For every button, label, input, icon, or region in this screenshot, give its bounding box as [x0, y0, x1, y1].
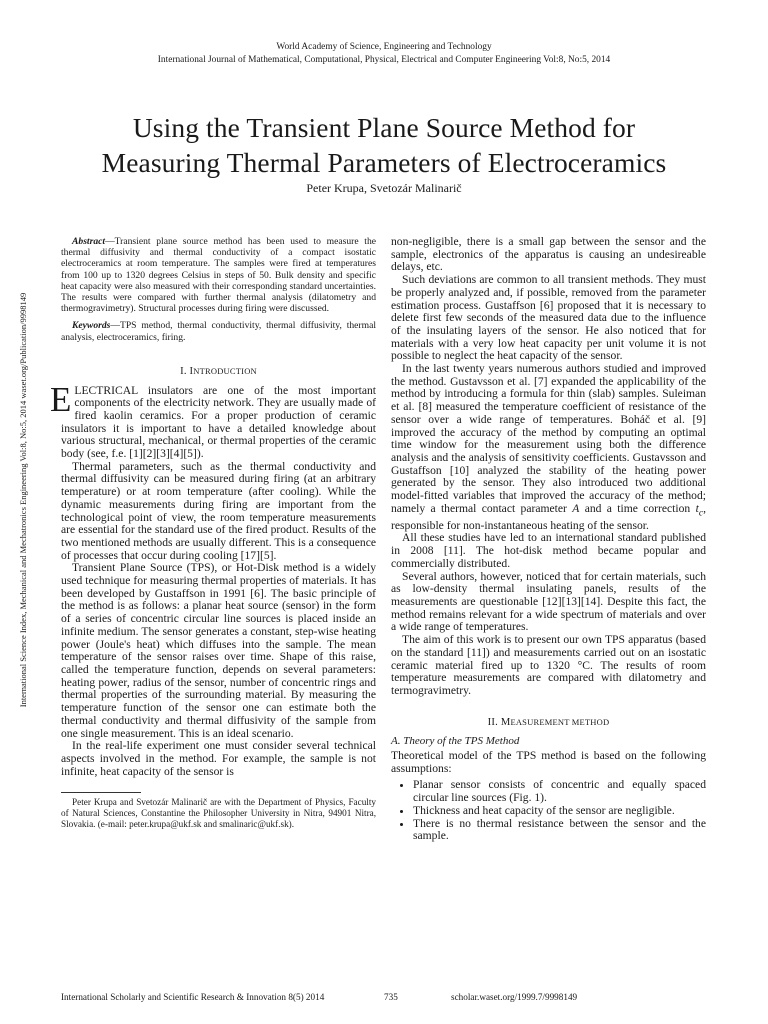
right-paragraph-4: All these studies have led to an international standard published in 2008 [11]. The hot-disk method became popular and commercially distributed. — [391, 531, 706, 570]
section-heading-rest: NTRODUCTION — [193, 365, 257, 376]
keywords-label: Keywords — [72, 320, 111, 332]
intro-paragraph-2: Thermal parameters, such as the thermal conductivity and thermal diffusivity can be measured during firing (at an arbitrary temperature) or at room temperature (after cooling). While the dynamic measurements during firing are important from the technological point of view, the room temperature measurements are essential for the standard use of the fired product. Results of the two mentioned methods are usually different. This is a consequence of processes that occur during cooling [17][5]. — [61, 459, 376, 562]
assumption-list — [391, 779, 706, 843]
intro-paragraph-4: In the real-life experiment one must consider several technical aspects involved in the method. For example, the sample is not infinite, heat capacity of the sensor is — [61, 739, 376, 778]
right-paragraph-5: Several authors, however, noticed that for certain materials, such as low-density thermal insulating panels, results of the measurements are questionable [12][13][14]. Despite this fact, the method remains relevant for a wide spectrum of materials and over a wide range of temperatures. — [391, 569, 706, 634]
section-heading-cap: M — [500, 716, 511, 728]
left-column — [50, 236, 376, 830]
paper-title — [40, 110, 728, 180]
keywords-text: —TPS method, thermal conductivity, thermal diffusivity, thermal analysis, electroceramics, firing. — [61, 320, 376, 343]
footnote-rule — [61, 792, 141, 793]
subsection-heading: A. Theory of the TPS Method — [391, 735, 520, 748]
footnote-text: Peter Krupa and Svetozár Malinarič are with the Department of Physics, Faculty of Natural Sciences, Constantine the Philosopher University in Nitra, 94901 Nitra, Slovakia. (e-mail: peter.krupa@ukf.sk and smalinaric@ukf.sk). — [61, 797, 376, 829]
right-paragraph-3-text: In the last twenty years numerous authors studied and improved the method. Gustavsson et al. [7] expanded the applicability of the method by introducing a formula for thin (slab) samples. Suleiman et al. [8] measured the temperature coefficient of resistance of the sensor over a wide range of temperatures. Boháč et al. [9] improved the accuracy of the method by computing an optimal time window for the measurement using both the difference analysis and the analysis of sensitivity coefficients. Gustavsson and Gustaffson [10] analyzed the stability of the heating power generated by the sensor. They also introduced two additional model-fitted variables that improved the accuracy of the method; namely a thermal contact parameter — [391, 362, 706, 515]
drop-cap: E — [50, 379, 72, 419]
section-heading-rest: EASUREMENT METHOD — [510, 716, 610, 727]
journal-name-header: International Journal of Mathematical, Computational, Physical, Electrical and Computer Engineering Vol:8, No:5, 2014 — [157, 55, 611, 65]
title-line-1: Using the Transient Plane Source Method for — [132, 112, 636, 143]
footer-publisher: International Scholarly and Scientific Research & Innovation 8(5) 2014 — [61, 992, 325, 1002]
title-line-2: Measuring Thermal Parameters of Electroceramics — [101, 147, 667, 178]
list-item: • There is no thermal resistance between the sensor and the sample. — [413, 818, 706, 843]
variable-t: t — [695, 501, 699, 515]
variable-c-subscript: c — [698, 507, 704, 519]
section-number: II. — [487, 716, 501, 728]
intro-paragraph-3: Transient Plane Source (TPS), or Hot-Disk method is a widely used technique for measuring thermal properties of materials. It has been developed by Gustaffson in 1991 [6]. The basic principle of the method is as follows: a planar heat source (sensor) in the form of a series of concentric circular line sources is placed inside an infinite medium. The sensor generates a constant, step-wise heating power (Joule's heat) which diffuses into the sample. The mean temperature of the sensor raises over time. Shape of this raise, called the temperature function, depends on several parameters: heating power, radius of the sensor, number of concentric rings and thermal properties of the surrounding material. By measuring the temperature function of the sensor one can estimate both the thermal conductivity and thermal diffusivity of the sample from one single measurement. This is an ideal scenario. — [61, 561, 376, 740]
section-number: I. — [180, 365, 190, 377]
right-column — [391, 236, 706, 843]
author-footnote — [61, 792, 376, 829]
abstract-text: —Transient plane source method has been used to measure the thermal diffusivity and thermal conductivity of a compact isostatic electroceramics at room temperature. The samples were fired at temperatures from 100 up to 1320 degrees Celsius in steps of 50. Bulk density and specific heat capacity were also measured with their corresponding standard uncertainties. The results were compared with further thermal analysis (dilatometry and thermogravimetry). Structural processes during firing were discussed. — [61, 236, 376, 315]
section-heading-measurement — [391, 716, 706, 730]
author-list: Peter Krupa, Svetozár Malinarič — [306, 181, 462, 195]
list-item: • Thickness and heat capacity of the sensor are negligible. — [413, 805, 706, 818]
section-heading-cap: I — [189, 365, 194, 377]
side-margin-text: International Science Index, Mechanical and Mechatronics Engineering Vol:8, No:5, 2014 waset.org/Publication/9998149 — [18, 292, 28, 708]
theory-intro: Theoretical model of the TPS method is based on the following assumptions: — [391, 749, 706, 775]
abstract — [61, 236, 376, 314]
section-heading-introduction — [61, 365, 376, 379]
variable-a: A — [572, 501, 580, 515]
right-paragraph-1: non-negligible, there is a small gap between the sensor and the sample, electronics of the apparatus is causing an undesireable delays, etc. — [391, 235, 706, 274]
footer-url-link[interactable]: scholar.waset.org/1999.7/9998149 — [451, 992, 578, 1002]
variable-tc — [695, 501, 704, 519]
abstract-label: Abstract — [72, 236, 106, 247]
list-item: • Planar sensor consists of concentric and equally spaced circular line sources (Fig. 1). — [413, 779, 706, 804]
right-paragraph-2: Such deviations are common to all transient methods. They must be properly analyzed and, if possible, removed from the parameter estimation process. Gustaffson [6] proposed that it is necessary to delete first few seconds of the measured data due to the influence of the insulating layers of the sensor. He also noticed that for materials with a very low heat capacity per unit volume it is not possible to neglect the heat capacity of the sensor. — [391, 273, 706, 363]
right-paragraph-3 — [391, 363, 706, 532]
page-number: 735 — [384, 992, 398, 1002]
right-paragraph-3-mid: and a time correction — [584, 501, 691, 515]
right-paragraph-3-end: , responsible for non-instantaneous heating of the sensor. — [391, 501, 707, 532]
right-paragraph-6: The aim of this work is to present our own TPS apparatus (based on the standard [11]) and measurements carried out on an isostatic ceramic material fired up to 1320 °C. The results of room temperature measurements are compared with dilatometry and termogravimetry. — [391, 633, 706, 697]
intro-paragraph-1-text: LECTRICAL insulators are one of the most important components of the electricity network. They are usually made of fired kaolin ceramics. For a proper production of ceramic insulators it is important to have a detailed knowledge about various structural, mechanical, or thermal properties of the ceramic body (see, f.e. [1][2][3][4][5]). — [61, 383, 376, 461]
keywords — [61, 320, 376, 342]
side-margin-citation — [18, 292, 28, 708]
intro-paragraph-1 — [50, 379, 376, 461]
journal-org-header: World Academy of Science, Engineering and Technology — [276, 42, 492, 52]
